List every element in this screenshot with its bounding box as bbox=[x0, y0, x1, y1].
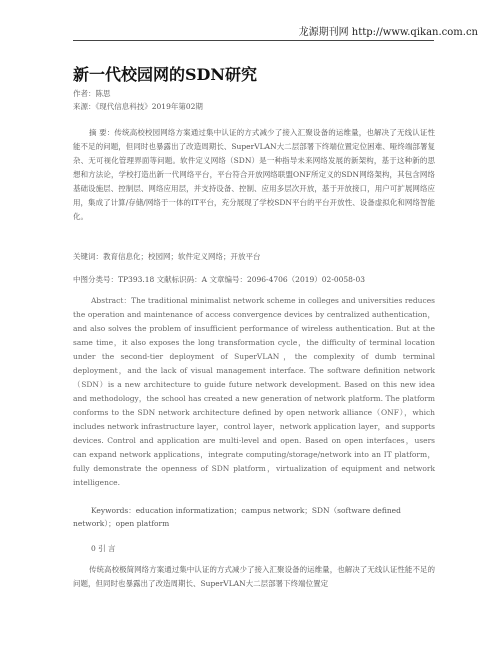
classification-line: 中图分类号：TP393.18 文献标识码：A 文章编号：2096-4706（2019）02-0058-03 bbox=[73, 275, 366, 284]
abstract-cn: 摘 要：传统高校校园网络方案通过集中认证的方式减少了接入汇聚设备的运维量，也解决了无线认证性能不足的问题，但同时也暴露出了改造周期长、SuperVLAN大二层部署下终端位置定位困难、哑终端部署复杂、无可视化管理界面等问题。软件定义网络（SDN）是一种指导未来网络发展的新架构，基于这种新的思想和方法论，学校打造出新一代网络平台，平台符合开放网络联盟ONF所定义的SDN网络架构，其包含网络基础设施层、控制层、网络应用层，并支持设备、控制、应用多层次开放，基于开放接口，用户可扩展网络应用，集成了计算/存储/网络于一体的IT平台，充分展现了学校SDN平台的平台开放性、设备虚拟化和网络智能化。 bbox=[73, 128, 435, 221]
author-line: 作者：陈思 bbox=[73, 89, 111, 98]
keywords-en-line1: Keywords：education informatization；campus network；SDN（software defined bbox=[91, 506, 401, 515]
intro-paragraph: 传统高校极简网络方案通过集中认证的方式减少了接入汇聚设备的运维量，也解决了无线认证性能不足的问题，但同时也暴露出了改造周期长、SuperVLAN大二层部署下终端位置定 bbox=[73, 565, 435, 588]
keywords-cn: 关键词：教育信息化；校园网；软件定义网络；开放平台 bbox=[73, 252, 261, 261]
abstract-en: Abstract：The traditional minimalist network scheme in colleges and universities reduces the operation and maintenance of access convergence devices by centralized authentication，and also solves the problem of insufficient performance of wireless authentication. But at the same time，it also exposes the long transformation cycle，the difficulty of terminal location under the second-tier deployment of SuperVLAN，the complexity of dumb terminal deployment，and the lack of visual management interface. The software definition network（SDN）is a new architecture to guide future network development. Based on this new idea and methodology，the school has created a new generation of network platform. The platform conforms to the SDN network architecture defined by open network alliance（ONF），which includes network infrastructure layer，control layer，network application layer，and supports devices. Control and application are multi-level and open. Based on open interfaces，users can expand network applications，integrate computing/storage/network into an IT platform，fully demonstrate the openness of SDN platform，virtualization of equipment and network intelligence. bbox=[73, 296, 435, 487]
site-header: 龙源期刊网 http://www.qikan.com.cn bbox=[298, 27, 478, 38]
header-rule bbox=[73, 40, 434, 41]
source-line: 来源：《现代信息科技》2019年第02期 bbox=[73, 102, 203, 111]
article-title: 新一代校园网的SDN研究 bbox=[73, 65, 258, 84]
keywords-en-line2: network）；open platform bbox=[73, 519, 170, 528]
section-heading: 0 引 言 bbox=[91, 544, 116, 553]
